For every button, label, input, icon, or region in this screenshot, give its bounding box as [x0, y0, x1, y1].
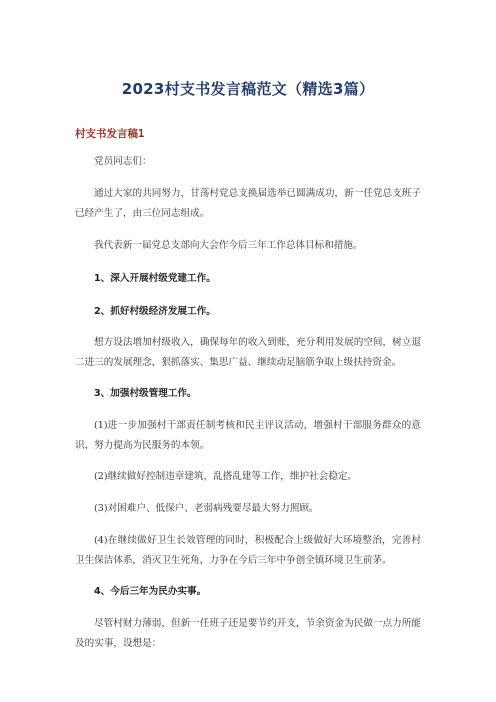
paragraph-management-3: (3)对困难户、低保户、老弱病残要尽最大努力照顾。 — [94, 503, 319, 514]
heading-economic-development: 2、抓好村级经济发展工作。 — [94, 306, 216, 317]
heading-party-building: 1、深入开展村级党建工作。 — [94, 273, 216, 284]
paragraph-management-2: (2)继续做好控制违章建筑，乱搭乱建等工作，维护社会稳定。 — [94, 471, 358, 482]
document-title: 2023村支书发言稿范文（精选3篇） — [121, 80, 375, 98]
section-heading: 村支书发言稿1 — [75, 128, 145, 140]
paragraph-management-4: (4)在继续做好卫生长效管理的同时，积极配合上级做好大环境整治，完善村卫生保洁体系，消灭卫生死角，力争在今后三年中争创全镇环境卫生前茅。 — [75, 535, 421, 566]
paragraph-economic-details: 想方设法增加村级收入，确保每年的收入到账，充分利用发展的空间，树立退二进三的发展理念，狠抓落实、集思广益、继续动足脑筋争取上级扶持资金。 — [75, 337, 421, 368]
heading-practical-matters: 4、今后三年为民办实事。 — [94, 586, 207, 597]
paragraph-practical-matters: 尽管村财力薄弱，但新一任班子还是要节约开支，节余资金为民做一点力所能及的实事，设想是： — [75, 618, 421, 649]
paragraph-report-intro: 我代表新一届党总支部向大会作今后三年工作总体目标和措施。 — [94, 240, 363, 251]
paragraph-election-result: 通过大家的共同努力，甘荡村党总支换届选举已圆满成功，新一任党总支班子已经产生了，由三位同志组成。 — [75, 188, 421, 219]
heading-management: 3、加强村级管理工作。 — [94, 388, 197, 399]
paragraph-salutation: 党员同志们： — [94, 156, 152, 167]
paragraph-management-1: (1)进一步加强村干部责任制考核和民主评议活动，增强村干部服务群众的意识，努力提高为民服务的本领。 — [75, 420, 421, 451]
